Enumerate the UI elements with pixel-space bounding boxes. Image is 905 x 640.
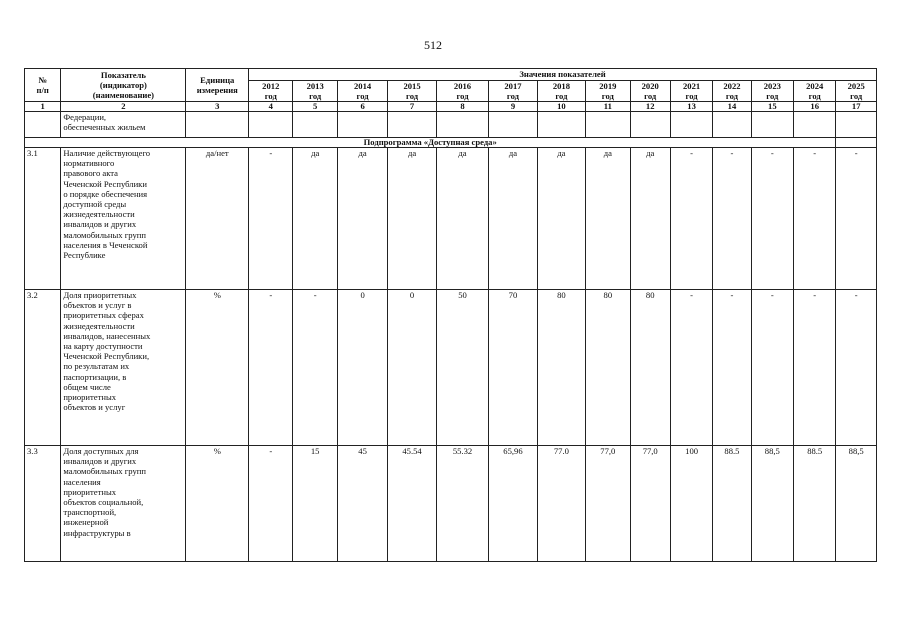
value-cell: - bbox=[249, 446, 293, 562]
empty-cell bbox=[186, 112, 249, 138]
value-cell: 88.5 bbox=[713, 446, 751, 562]
empty-cell bbox=[836, 138, 877, 148]
column-index: 3 bbox=[186, 102, 249, 112]
empty-cell bbox=[388, 112, 436, 138]
value-cell: - bbox=[249, 148, 293, 290]
header-year: 2021 год bbox=[670, 81, 712, 102]
header-year: 2024 год bbox=[794, 81, 836, 102]
value-cell: 80 bbox=[586, 290, 630, 446]
header-year: 2017 год bbox=[489, 81, 537, 102]
value-cell: 77,0 bbox=[586, 446, 630, 562]
table-row bbox=[25, 290, 877, 446]
value-cell: 15 bbox=[293, 446, 337, 562]
empty-cell bbox=[249, 112, 293, 138]
value-cell: 0 bbox=[337, 290, 387, 446]
column-index: 16 bbox=[794, 102, 836, 112]
value-cell: да bbox=[489, 148, 537, 290]
empty-cell bbox=[713, 112, 751, 138]
value-cell: - bbox=[670, 148, 712, 290]
empty-cell bbox=[337, 112, 387, 138]
header-year: 2012 год bbox=[249, 81, 293, 102]
value-cell: 70 bbox=[489, 290, 537, 446]
empty-cell bbox=[586, 112, 630, 138]
value-cell: да bbox=[436, 148, 488, 290]
header-num: № п/п bbox=[25, 69, 61, 102]
empty-cell bbox=[670, 112, 712, 138]
value-cell-2025: - bbox=[836, 290, 877, 446]
column-index: 4 bbox=[249, 102, 293, 112]
unit-cell: % bbox=[186, 446, 249, 562]
value-cell: 88.5 bbox=[794, 446, 836, 562]
table-row bbox=[25, 446, 877, 562]
value-cell: 80 bbox=[630, 290, 670, 446]
header-year: 2022 год bbox=[713, 81, 751, 102]
column-index: 7 bbox=[388, 102, 436, 112]
header-year: 2016 год bbox=[436, 81, 488, 102]
value-cell: - bbox=[249, 290, 293, 446]
header-year: 2013 год bbox=[293, 81, 337, 102]
value-cell: 0 bbox=[388, 290, 436, 446]
column-index-row bbox=[25, 102, 877, 112]
indicator-name: Наличие действующего нормативного правового акта Чеченской Республики о порядке обеспечения доступной среды жизнедеятельности инвалидов и других маломобильных групп населения в Чеченской Республике bbox=[61, 148, 186, 290]
value-cell: 55.32 bbox=[436, 446, 488, 562]
column-index: 10 bbox=[537, 102, 585, 112]
indicators-table bbox=[24, 68, 877, 562]
value-cell: да bbox=[337, 148, 387, 290]
value-cell: да bbox=[537, 148, 585, 290]
row-number: 3.2 bbox=[25, 290, 61, 446]
value-cell: 45.54 bbox=[388, 446, 436, 562]
unit-cell: % bbox=[186, 290, 249, 446]
indicator-name: Доля доступных для инвалидов и других маломобильных групп населения приоритетных объектов социальной, транспортной, инженерной инфраструктуры в bbox=[61, 446, 186, 562]
header-year: 2023 год bbox=[751, 81, 793, 102]
value-cell: 77.0 bbox=[537, 446, 585, 562]
column-index: 2 bbox=[61, 102, 186, 112]
empty-cell bbox=[436, 112, 488, 138]
value-cell: - bbox=[713, 290, 751, 446]
value-cell: 65,96 bbox=[489, 446, 537, 562]
empty-cell bbox=[836, 112, 877, 138]
empty-cell bbox=[630, 112, 670, 138]
header-unit: Единица измерения bbox=[186, 69, 249, 102]
value-cell: - bbox=[751, 148, 793, 290]
value-cell: 45 bbox=[337, 446, 387, 562]
value-cell: 88,5 bbox=[751, 446, 793, 562]
column-index: 5 bbox=[293, 102, 337, 112]
value-cell: да bbox=[630, 148, 670, 290]
column-index: 11 bbox=[586, 102, 630, 112]
value-cell: 80 bbox=[537, 290, 585, 446]
column-index: 8 bbox=[436, 102, 488, 112]
page-number: 512 bbox=[424, 38, 442, 52]
column-index: 1 bbox=[25, 102, 61, 112]
column-index: 9 bbox=[489, 102, 537, 112]
header-year: 2018 год bbox=[537, 81, 585, 102]
row-number: 3.3 bbox=[25, 446, 61, 562]
value-cell: - bbox=[670, 290, 712, 446]
value-cell: 50 bbox=[436, 290, 488, 446]
empty-cell bbox=[751, 112, 793, 138]
header-values-title: Значения показателей bbox=[249, 69, 877, 81]
indicator-name: Доля приоритетных объектов и услуг в приоритетных сферах жизнедеятельности инвалидов, нанесенных на карту доступности Чеченской Республики, по результатам их паспортизации, в общем числе приоритетных объектов и услуг bbox=[61, 290, 186, 446]
empty-cell bbox=[25, 112, 61, 138]
value-cell: - bbox=[794, 290, 836, 446]
value-cell-2025: - bbox=[836, 148, 877, 290]
empty-cell bbox=[489, 112, 537, 138]
unit-cell: да/нет bbox=[186, 148, 249, 290]
value-cell: да bbox=[388, 148, 436, 290]
table-row bbox=[25, 148, 877, 290]
value-cell: 77,0 bbox=[630, 446, 670, 562]
value-cell: да bbox=[586, 148, 630, 290]
value-cell: - bbox=[794, 148, 836, 290]
column-index: 12 bbox=[630, 102, 670, 112]
value-cell: 100 bbox=[670, 446, 712, 562]
header-year: 2015 год bbox=[388, 81, 436, 102]
empty-cell bbox=[794, 112, 836, 138]
header-row-top bbox=[25, 69, 877, 81]
column-index: 17 bbox=[836, 102, 877, 112]
continuation-row bbox=[25, 112, 877, 138]
value-cell: - bbox=[293, 290, 337, 446]
header-year: 2014 год bbox=[337, 81, 387, 102]
empty-cell bbox=[293, 112, 337, 138]
indicator-rows bbox=[25, 148, 877, 562]
header-year: 2025 год bbox=[836, 81, 877, 102]
subprogram-title: Подпрограмма «Доступная среда» bbox=[25, 138, 836, 148]
column-index: 15 bbox=[751, 102, 793, 112]
column-index: 6 bbox=[337, 102, 387, 112]
subprogram-row bbox=[25, 138, 877, 148]
column-index: 13 bbox=[670, 102, 712, 112]
column-index: 14 bbox=[713, 102, 751, 112]
row-number: 3.1 bbox=[25, 148, 61, 290]
value-cell: да bbox=[293, 148, 337, 290]
header-year: 2020 год bbox=[630, 81, 670, 102]
empty-cell bbox=[537, 112, 585, 138]
value-cell-2025: 88,5 bbox=[836, 446, 877, 562]
header-year: 2019 год bbox=[586, 81, 630, 102]
header-indicator: Показатель (индикатор) (наименование) bbox=[61, 69, 186, 102]
value-cell: - bbox=[751, 290, 793, 446]
value-cell: - bbox=[713, 148, 751, 290]
indicator-name: Федерации, обеспеченных жильем bbox=[61, 112, 186, 138]
